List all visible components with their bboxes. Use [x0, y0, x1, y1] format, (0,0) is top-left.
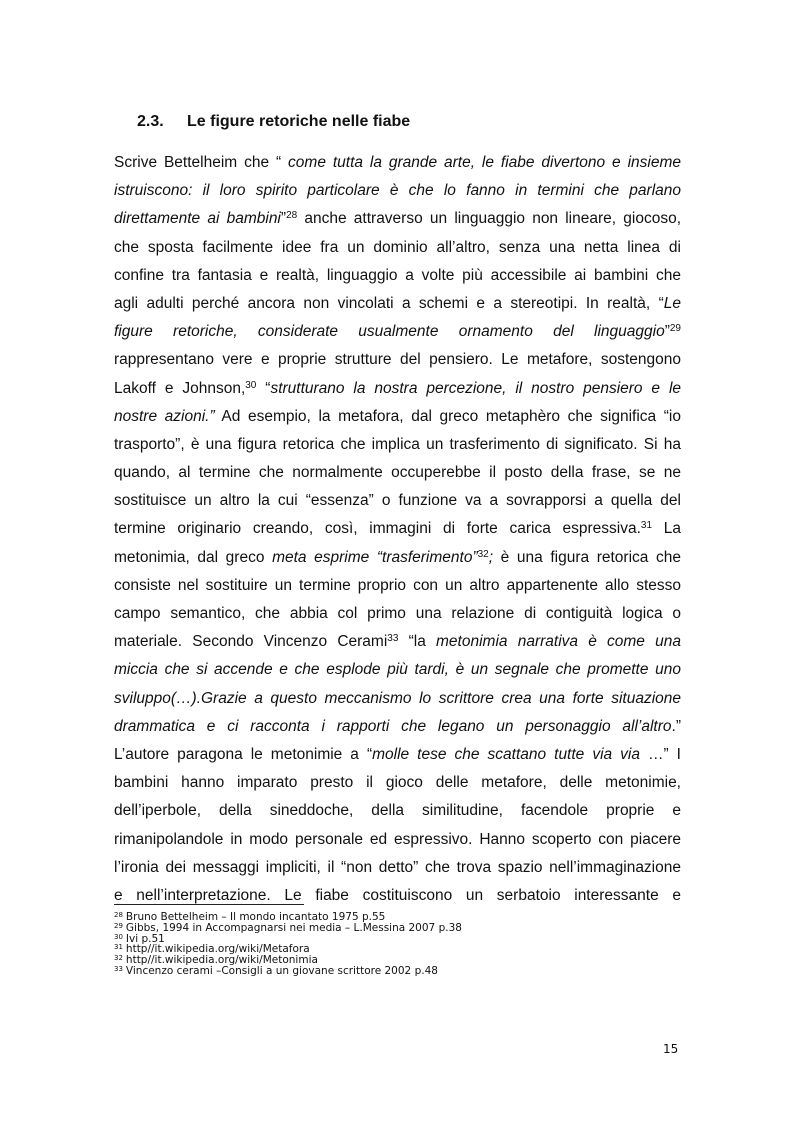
footnote: $^{28}$ Bruno Bettelheim – Il mondo incantato 1975 p.55 [114, 911, 386, 923]
text-line: che sposta facilmente idee fra un dominio all’altro, senza una netta linea di [114, 238, 681, 256]
text-line: confine tra fantasia e realtà, linguaggio a volte più accessibile ai bambini che [114, 266, 681, 284]
text-line: agli adulti perché ancora non vincolati a schemi e a stereotipi. In realtà, “Le [114, 294, 681, 312]
text-line: sostituisce un altro la cui “essenza” o funzione va a sovrapporsi a quella del [114, 492, 681, 510]
footnote: $^{30}$ Ivi p.51 [114, 932, 165, 945]
footnote: $^{32}$ http//it.wikipedia.org/wiki/Metonimia [114, 954, 318, 967]
footnotes [114, 912, 681, 977]
text-line: sviluppo(…).Grazie a questo meccanismo lo scrittore crea una forte situazione [114, 689, 681, 707]
section-title: Le figure retoriche nelle fiabe [187, 113, 411, 130]
footnote-ref: 29 [669, 323, 681, 335]
text-line: Scrive Bettelheim che “ come tutta la grande arte, le fiabe divertono e insieme [114, 154, 681, 171]
text-line: direttamente ai bambini”$^{28}$ anche attraverso un linguaggio non lineare, giocoso, [114, 210, 681, 228]
text-line: drammatica e ci racconta i rapporti che legano un personaggio all’altro.” [114, 717, 681, 735]
text-line: metonimia, dal greco meta esprime “trasferimento”$^{32}$; è una figura retorica che [114, 548, 681, 566]
section-heading [137, 113, 410, 131]
text-line: materiale. Secondo Vincenzo Cerami$^{33}$ “la metonimia narrativa è come una [114, 633, 681, 651]
section-number: 2.3. [137, 113, 164, 130]
footnote-ref: 32 [477, 548, 489, 560]
footnote: $^{29}$ Gibbs, 1994 in Accompagnarsi nei media – L.Messina 2007 p.38 [114, 921, 462, 934]
text-line: istruiscono: il loro spirito particolare è che lo fanno in termini che parlano [114, 182, 681, 200]
footnote-separator [114, 904, 304, 905]
footnote: $^{33}$ Vincenzo cerami –Consigli a un giovane scrittore 2002 p.48 [114, 964, 438, 977]
text-line: figure retoriche, considerate usualmente ornamento del linguaggio”$^{29}$ [114, 323, 681, 341]
footnote: $^{31}$ http//it.wikipedia.org/wiki/Metafora [114, 943, 310, 956]
footnote-ref: 28 [286, 210, 298, 222]
text-line: rimanipolandole in modo personale ed espressivo. Hanno scoperto con piacere [114, 830, 681, 848]
text-line: l’ironia dei messaggi impliciti, il “non detto” che trova spazio nell’immaginazione [114, 858, 681, 876]
footnote-ref: 31 [640, 520, 653, 532]
text-line: miccia che si accende e che esplode più tardi, è un segnale che promette uno [114, 661, 681, 679]
body-paragraph [114, 149, 681, 910]
text-line: Lakoff e Johnson,$^{30}$ “strutturano la nostra percezione, il nostro pensiero e le [114, 379, 682, 397]
text-line: L’autore paragona le metonimie a “molle tese che scattano tutte via via …” I [114, 745, 681, 763]
footnote-ref: 30 [245, 379, 257, 391]
footnote-ref: 33 [387, 633, 399, 645]
text-line: e nell’interpretazione. Le fiabe costituiscono un serbatoio interessante e [114, 886, 681, 904]
text-line: dell’iperbole, della sineddoche, della similitudine, facendole proprie e [114, 802, 681, 820]
text-line: nostre azioni.” Ad esempio, la metafora, dal greco metaphèro che significa “io [114, 407, 681, 425]
text-line: trasporto”, è una figura retorica che implica un trasferimento di significato. Si ha [114, 435, 681, 453]
text-line: bambini hanno imparato presto il gioco delle metafore, delle metonimie, [114, 774, 681, 792]
text-line: termine originario creando, così, immagini di forte carica espressiva.$^{31}$ La [114, 520, 681, 538]
text-line: consiste nel sostituire un termine proprio con un altro appartenente allo stesso [114, 576, 681, 594]
text-line: campo semantico, che abbia col primo una relazione di contiguità logica o [114, 605, 681, 622]
page-number: 15 [663, 1042, 679, 1056]
text-line: rappresentano vere e proprie strutture del pensiero. Le metafore, sostengono [114, 351, 681, 369]
text-line: quando, al termine che normalmente occuperebbe il posto della frase, se ne [114, 464, 681, 482]
